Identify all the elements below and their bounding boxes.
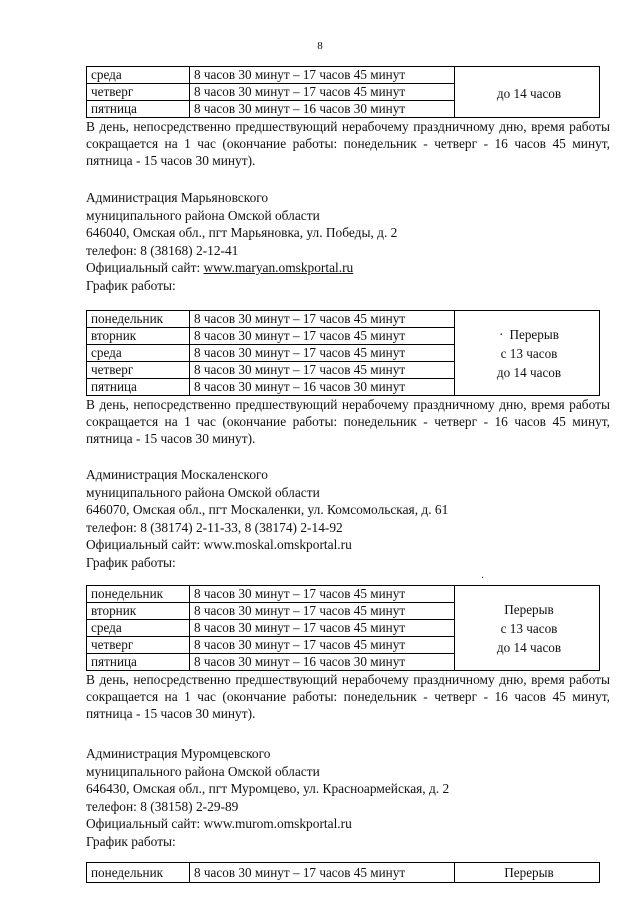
- break-cell: [455, 586, 600, 671]
- day-cell: вторник: [87, 603, 190, 620]
- break-cell: до 14 часов: [455, 67, 600, 118]
- admin-district: муниципального района Омской области: [86, 207, 320, 223]
- shortened-day-note: В день, непосредственно предшествующий нерабочему праздничному дню, время работы сокращается на 1 час (окончание работы: понедельник - четверг - 16 часов 45 минут, пятница - 15 часов 30 минут).: [86, 672, 610, 721]
- break-line: с 13 часов: [500, 620, 558, 636]
- day-cell: пятница: [87, 101, 190, 118]
- day-cell: понедельник: [87, 586, 190, 603]
- time-cell: 8 часов 30 минут – 17 часов 45 минут: [190, 637, 455, 654]
- shortened-day-note: В день, непосредственно предшествующий нерабочему праздничному дню, время работы сокращается на 1 час (окончание работы: понедельник - четверг - 16 часов 45 минут, пятница - 15 часов 30 минут).: [86, 119, 610, 168]
- time-cell: 8 часов 30 минут – 17 часов 45 минут: [190, 84, 455, 101]
- break-line: до 14 часов: [496, 364, 562, 380]
- admin-phone: телефон: 8 (38168) 2-12-41: [86, 242, 239, 258]
- time-cell: 8 часов 30 минут – 16 часов 30 минут: [190, 379, 455, 396]
- time-cell: 8 часов 30 минут – 17 часов 45 минут: [190, 311, 455, 328]
- stray-mark: ·: [481, 573, 485, 584]
- admin-address: 646430, Омская обл., пгт Муромцево, ул. Красноармейская, д. 2: [86, 781, 450, 796]
- break-line: Перерыв: [509, 326, 559, 342]
- admin-block-moskalenki: [86, 466, 448, 571]
- break-cell: [455, 311, 600, 396]
- site-label: Официальный сайт:: [86, 537, 204, 552]
- site-label: Официальный сайт:: [86, 260, 204, 275]
- schedule-table-continued: [86, 66, 610, 169]
- break-line: с 13 часов: [500, 345, 558, 361]
- admin-phone: телефон: 8 (38174) 2-11-33, 8 (38174) 2-14-92: [86, 519, 343, 535]
- admin-name: Администрация Москаленского: [86, 467, 268, 482]
- time-cell: 8 часов 30 минут – 17 часов 45 минут: [190, 603, 455, 620]
- time-cell: 8 часов 30 минут – 16 часов 30 минут: [190, 101, 455, 118]
- day-cell: среда: [87, 67, 190, 84]
- schedule-table-maryanovka: [86, 310, 610, 447]
- day-cell: четверг: [87, 637, 190, 654]
- schedule-label: График работы:: [86, 554, 176, 570]
- admin-name: Администрация Марьяновского: [86, 190, 269, 205]
- admin-district: муниципального района Омской области: [86, 763, 320, 779]
- time-cell: 8 часов 30 минут – 16 часов 30 минут: [190, 654, 455, 671]
- admin-site-line: [86, 536, 448, 554]
- site-link[interactable]: www.maryan.omskportal.ru: [203, 260, 354, 275]
- admin-site-line: [86, 259, 397, 277]
- admin-phone: телефон: 8 (38158) 2-29-89: [86, 798, 239, 814]
- day-cell: четверг: [87, 84, 190, 101]
- time-cell: 8 часов 30 минут – 17 часов 45 минут: [190, 586, 455, 603]
- break-line: до 14 часов: [496, 639, 562, 655]
- day-cell: пятница: [87, 379, 190, 396]
- admin-name: Администрация Муромцевского: [86, 746, 271, 761]
- schedule-table-muromtsevo: [86, 862, 610, 883]
- break-cell: Перерыв: [455, 863, 600, 883]
- day-cell: пятница: [87, 654, 190, 671]
- time-cell: 8 часов 30 минут – 17 часов 45 минут: [190, 328, 455, 345]
- bullet-mark: ·: [499, 326, 504, 342]
- shortened-day-note: В день, непосредственно предшествующий нерабочему праздничному дню, время работы сокращается на 1 час (окончание работы: понедельник - четверг - 16 часов 45 минут, пятница - 15 часов 30 минут).: [86, 397, 610, 446]
- admin-address: 646070, Омская обл., пгт Москаленки, ул. Комсомольская, д. 61: [86, 502, 449, 517]
- day-cell: среда: [87, 345, 190, 362]
- site-link[interactable]: www.murom.omskportal.ru: [203, 816, 352, 831]
- day-cell: понедельник: [87, 863, 190, 883]
- page-number: 8: [317, 40, 323, 52]
- schedule-table-moskalenki: [86, 585, 610, 722]
- day-cell: среда: [87, 620, 190, 637]
- time-cell: 8 часов 30 минут – 17 часов 45 минут: [190, 863, 455, 883]
- day-cell: четверг: [87, 362, 190, 379]
- schedule-label: График работы:: [86, 833, 176, 849]
- site-link[interactable]: www.moskal.omskportal.ru: [203, 537, 352, 552]
- day-cell: вторник: [87, 328, 190, 345]
- time-cell: 8 часов 30 минут – 17 часов 45 минут: [190, 345, 455, 362]
- admin-site-line: [86, 815, 449, 833]
- time-cell: 8 часов 30 минут – 17 часов 45 минут: [190, 67, 455, 84]
- admin-district: муниципального района Омской области: [86, 484, 320, 500]
- admin-address: 646040, Омская обл., пгт Марьяновка, ул. Победы, д. 2: [86, 225, 398, 240]
- admin-block-muromtsevo: [86, 745, 449, 850]
- time-cell: 8 часов 30 минут – 17 часов 45 минут: [190, 362, 455, 379]
- site-label: Официальный сайт:: [86, 816, 204, 831]
- schedule-label: График работы:: [86, 277, 176, 293]
- time-cell: 8 часов 30 минут – 17 часов 45 минут: [190, 620, 455, 637]
- admin-block-maryanovka: [86, 189, 397, 294]
- break-line: Перерыв: [504, 601, 554, 617]
- day-cell: понедельник: [87, 311, 190, 328]
